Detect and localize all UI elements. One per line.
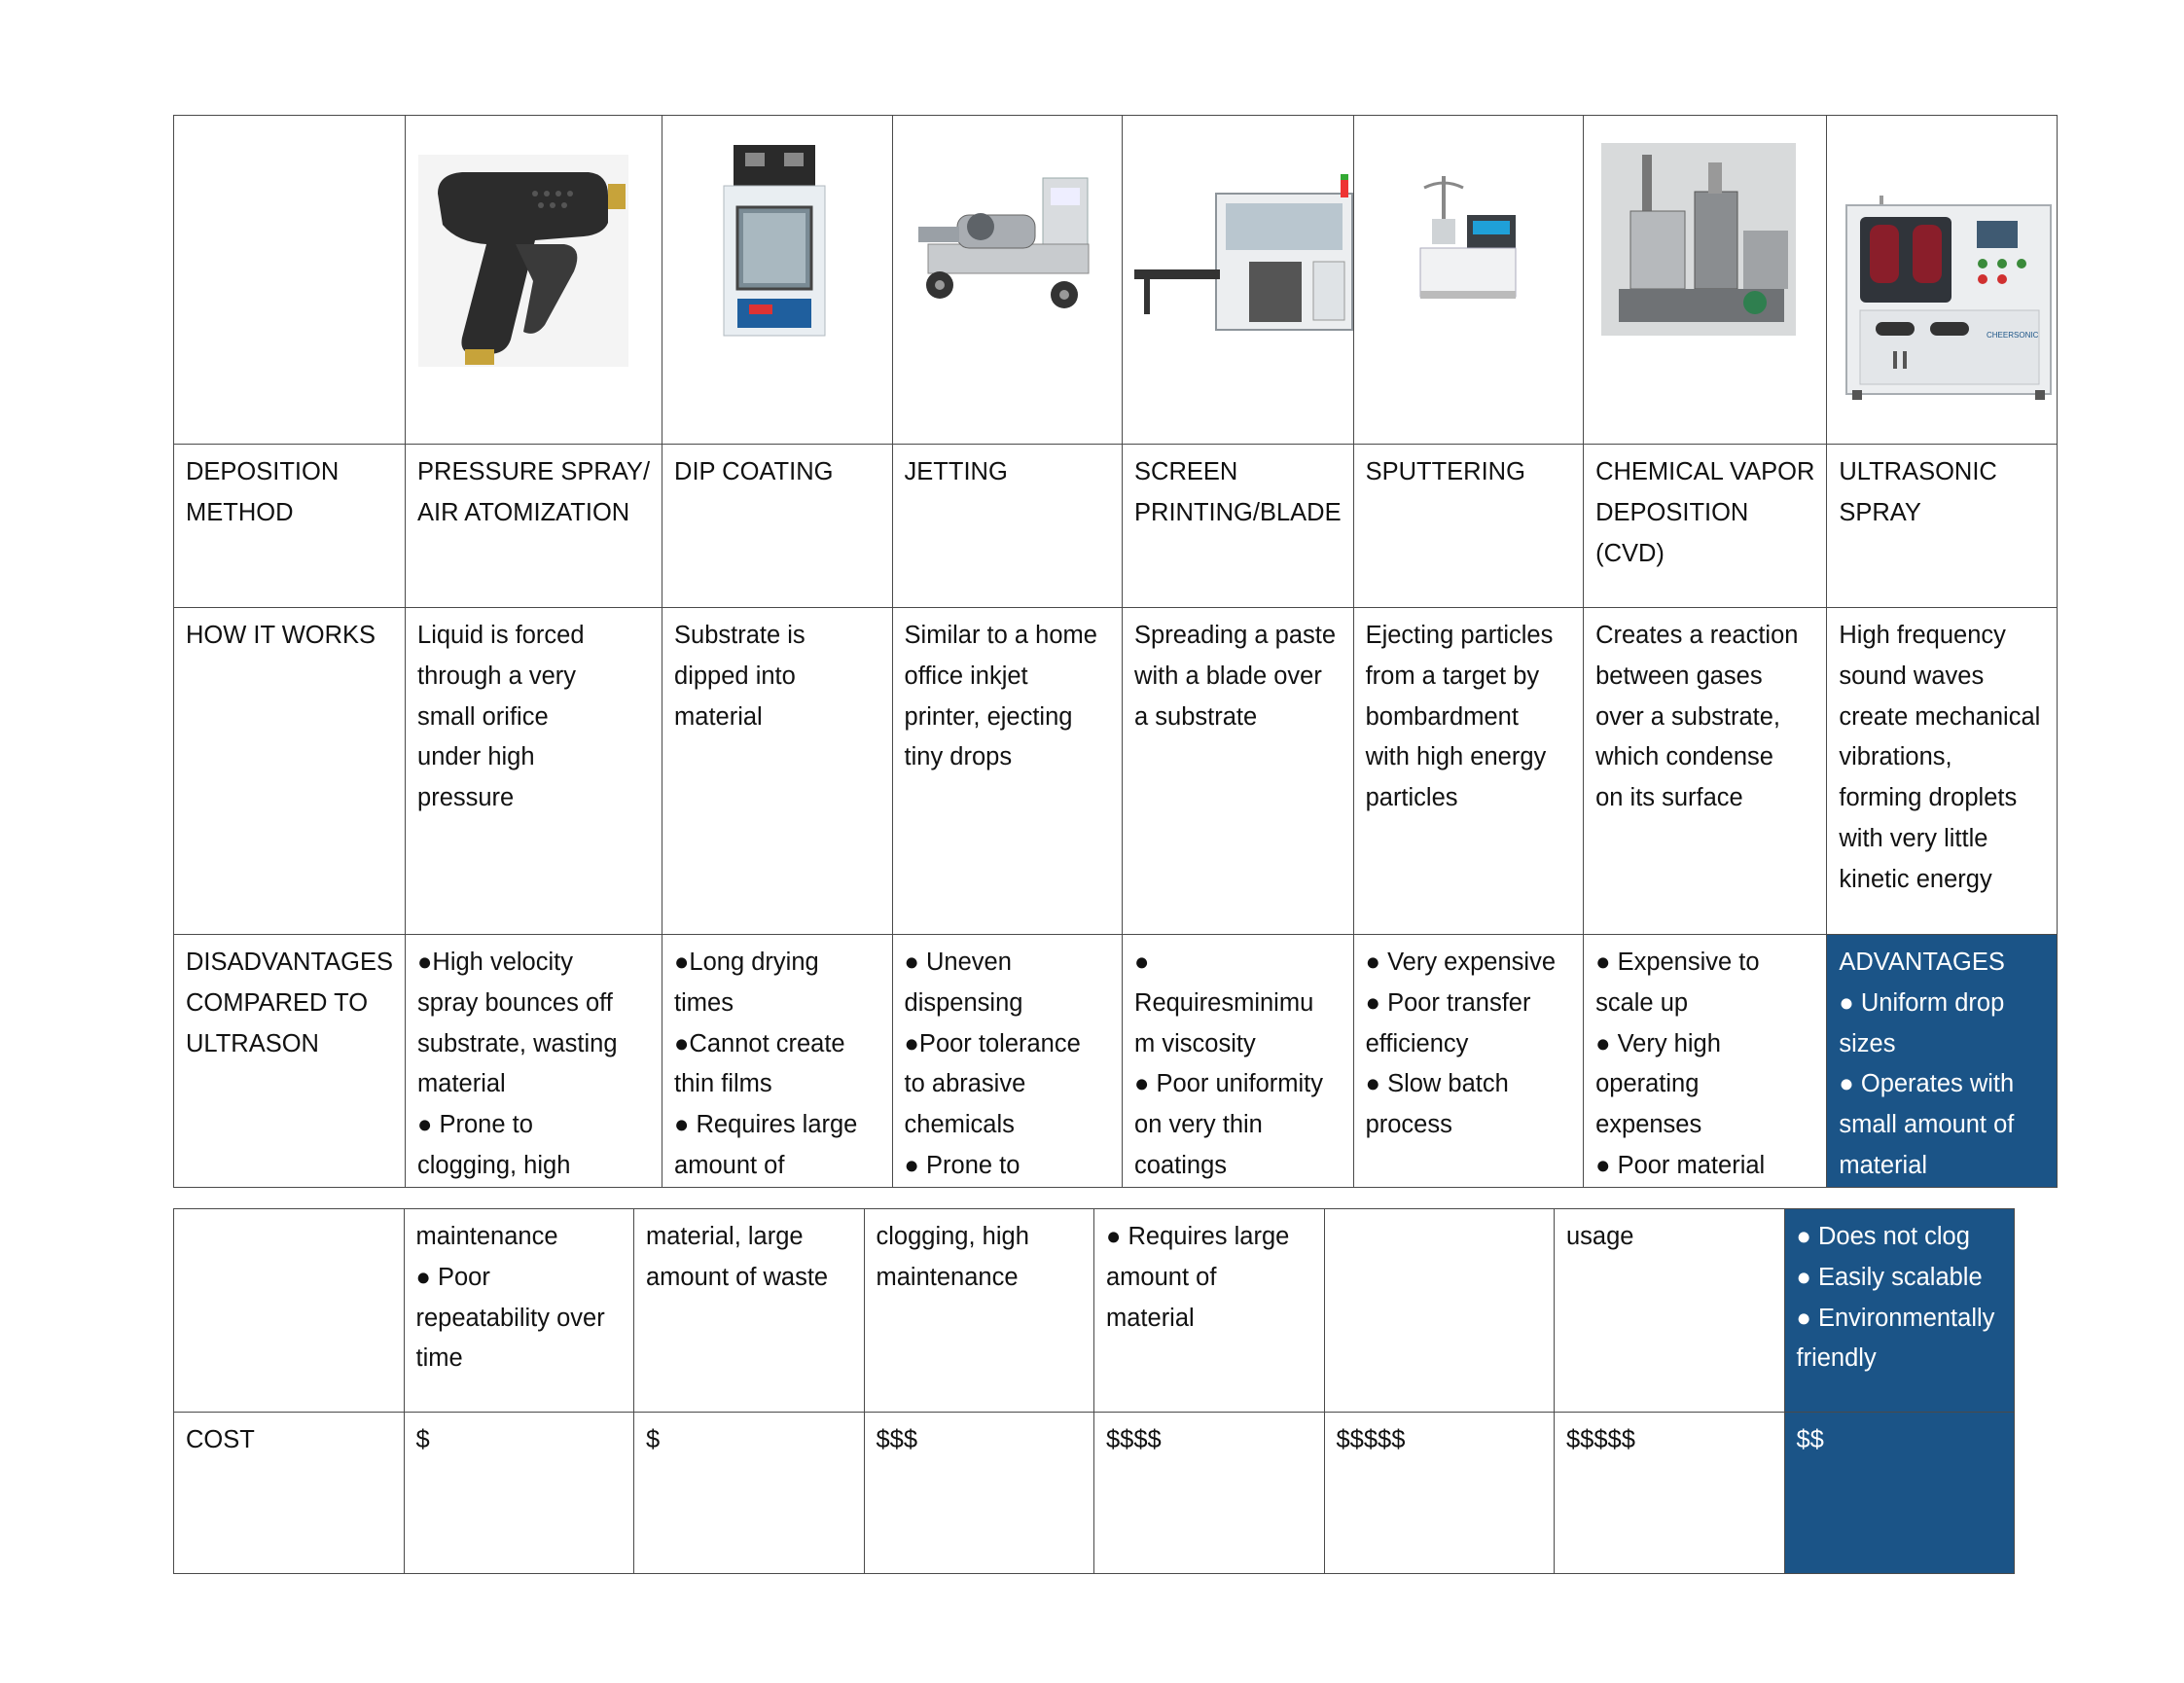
method-name-screen-printing: SCREEN PRINTING/BLADE — [1123, 445, 1354, 608]
disadvantages-screen-printing: ● Requiresminimu m viscosity ● Poor uniformity on very thin coatings — [1123, 935, 1354, 1188]
spray-gun-cell — [406, 116, 662, 445]
how-it-works-row — [174, 608, 2058, 935]
method-name-cvd: CHEMICAL VAPOR DEPOSITION (CVD) — [1584, 445, 1827, 608]
how-screen-printing: Spreading a paste with a blade over a substrate — [1123, 608, 1354, 935]
image-row — [174, 116, 2058, 445]
method-name-sputtering: SPUTTERING — [1353, 445, 1584, 608]
cvd-system-icon — [1601, 143, 1796, 336]
advantages-ultrasonic-spray: ADVANTAGES ● Uniform drop sizes ● Operates with small amount of material — [1827, 935, 2058, 1188]
continued-jetting: clogging, high maintenance — [864, 1209, 1094, 1413]
comparison-table-bottom — [173, 1208, 2015, 1574]
screen-printer-icon — [1134, 172, 1353, 338]
continued-cvd: usage — [1555, 1209, 1785, 1413]
method-name-dip-coating: DIP COATING — [662, 445, 893, 608]
ultrasonic-spray-machine-icon — [1841, 196, 2057, 402]
row-label-how-it-works: HOW IT WORKS — [174, 608, 406, 935]
deposition-method-row — [174, 445, 2058, 608]
disadvantages-cvd: ● Expensive to scale up ● Very high operating expenses ● Poor material — [1584, 935, 1827, 1188]
sputtering-unit-icon — [1414, 176, 1522, 303]
continued-points-row — [174, 1209, 2015, 1413]
corner-cell — [174, 116, 406, 445]
how-dip-coating: Substrate is dipped into material — [662, 608, 893, 935]
machine-brand-logo: CHEERSONIC — [1987, 331, 2039, 340]
disadvantages-jetting: ● Uneven dispensing ●Poor tolerance to abrasive chemicals ● Prone to — [892, 935, 1123, 1188]
ultrasonic-cell — [1827, 116, 2058, 445]
jetting-cell — [892, 116, 1123, 445]
cost-sputtering: $$$$$ — [1324, 1413, 1555, 1574]
dip-coater-icon — [716, 143, 833, 338]
row-label-deposition-method: DEPOSITION METHOD — [174, 445, 406, 608]
cvd-cell — [1584, 116, 1827, 445]
method-name-ultrasonic-spray: ULTRASONIC SPRAY — [1827, 445, 2058, 608]
disadvantages-row — [174, 935, 2058, 1188]
cost-pressure-spray: $ — [404, 1413, 634, 1574]
cost-jetting: $$$ — [864, 1413, 1094, 1574]
cost-screen-printing: $$$$ — [1094, 1413, 1325, 1574]
continued-sputtering — [1324, 1209, 1555, 1413]
cost-ultrasonic-spray: $$ — [1784, 1413, 2015, 1574]
continued-pressure-spray: maintenance ● Poor repeatability over time — [404, 1209, 634, 1413]
how-ultrasonic-spray: High frequency sound waves create mechanical vibrations, forming droplets with very little kinetic energy — [1827, 608, 2058, 935]
disadvantages-pressure-spray: ●High velocity spray bounces off substrate, wasting material ● Prone to clogging, high — [406, 935, 662, 1188]
continued-dip-coating: material, large amount of waste — [634, 1209, 865, 1413]
how-cvd: Creates a reaction between gases over a substrate, which condense on its surface — [1584, 608, 1827, 935]
method-name-pressure-spray: PRESSURE SPRAY/ AIR ATOMIZATION — [406, 445, 662, 608]
jetting-machine-icon — [918, 176, 1093, 312]
cost-dip-coating: $ — [634, 1413, 865, 1574]
how-jetting: Similar to a home office inkjet printer, ejecting tiny drops — [892, 608, 1123, 935]
cost-row — [174, 1413, 2015, 1574]
how-sputtering: Ejecting particles from a target by bombardment with high energy particles — [1353, 608, 1584, 935]
sputtering-cell — [1353, 116, 1584, 445]
disadvantages-sputtering: ● Very expensive ● Poor transfer efficiency ● Slow batch process — [1353, 935, 1584, 1188]
how-pressure-spray: Liquid is forced through a very small orifice under high pressure — [406, 608, 662, 935]
continued-label-cell — [174, 1209, 405, 1413]
cost-cvd: $$$$$ — [1555, 1413, 1785, 1574]
row-label-disadvantages: DISADVANTAGES COMPARED TO ULTRASON — [174, 935, 406, 1188]
dip-coater-cell — [662, 116, 893, 445]
spray-gun-icon — [418, 155, 628, 367]
row-label-cost: COST — [174, 1413, 405, 1574]
method-name-jetting: JETTING — [892, 445, 1123, 608]
screen-printer-cell — [1123, 116, 1354, 445]
continued-screen-printing: ● Requires large amount of material — [1094, 1209, 1325, 1413]
comparison-table-top — [173, 115, 2058, 1188]
disadvantages-dip-coating: ●Long drying times ●Cannot create thin films ● Requires large amount of — [662, 935, 893, 1188]
continued-ultrasonic-spray: ● Does not clog ● Easily scalable ● Environmentally friendly — [1784, 1209, 2015, 1413]
